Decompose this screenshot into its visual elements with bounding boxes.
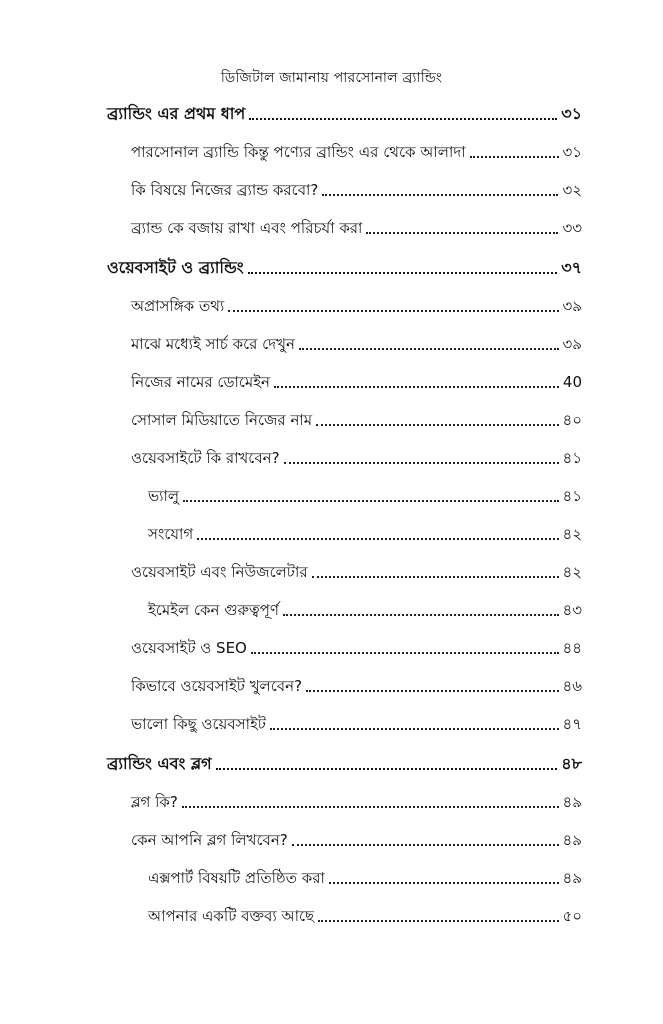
toc-entry-title: ওয়েবসাইট এবং নিউজলেটার xyxy=(131,563,308,581)
toc-page-number: ৪৩ xyxy=(562,601,582,619)
toc-entry-title: মাঝে মধ্যেই সার্চ করে দেখুন xyxy=(131,335,295,353)
dot-leader xyxy=(306,689,558,692)
toc-entry-title: ভালো কিছু ওয়েবসাইট xyxy=(131,715,266,733)
toc-entry-title: নিজের নামের ডোমেইন xyxy=(131,373,270,391)
toc-page-number: ৪৮ xyxy=(561,754,582,773)
toc-section-entry[interactable] xyxy=(131,558,582,582)
toc-entry-title: কি বিষয়ে নিজের ব্র্যান্ড করবো? xyxy=(131,181,319,199)
toc-entry-title: সংযোগ xyxy=(148,525,194,543)
toc-page-number: ৩৯ xyxy=(562,335,582,353)
toc-entry-title: কিভাবে ওয়েবসাইট খুলবেন? xyxy=(131,677,303,695)
toc-entry-title: পারসোনাল ব্র্যান্ডি কিন্তু পণ্যের ব্রান্ডিং এর থেকে আলাদা xyxy=(131,143,466,161)
toc-page-number: ৩১ xyxy=(562,143,582,161)
toc-entry-title: ওয়েবসাইটে কি রাখবেন? xyxy=(131,449,280,467)
toc-section-entry[interactable] xyxy=(131,406,582,430)
toc-page-number: ৩৩ xyxy=(562,219,582,237)
dot-leader xyxy=(274,385,559,388)
toc-page-number: ৪১ xyxy=(562,487,582,505)
toc-entry-title: ব্র্যান্ড কে বজায় রাখা এবং পরিচর্যা করা xyxy=(131,219,363,237)
running-head: ডিজিটাল জামানায় পারসোনাল ব্র্যান্ডিং xyxy=(220,70,443,86)
dot-leader xyxy=(470,155,559,158)
dot-leader xyxy=(248,271,558,274)
toc-entry-title: ব্র্যান্ডিং এবং ব্লগ xyxy=(107,754,212,773)
toc-entry-title: ওয়েবসাইট ও ব্র্যান্ডিং xyxy=(107,258,244,277)
toc-entry-title: ইমেইল কেন গুরুত্বপূর্ণ xyxy=(148,601,279,619)
toc-page-number: ৫০ xyxy=(562,907,582,925)
toc-page-number: ৪৪ xyxy=(562,639,582,657)
toc-entry-title: সোসাল মিডিয়াতে নিজের নাম xyxy=(131,411,313,429)
toc-page-number: ৪৯ xyxy=(562,793,582,811)
toc-page-number: ৪৭ xyxy=(562,715,582,733)
dot-leader xyxy=(249,117,557,120)
dot-leader xyxy=(329,881,559,884)
dot-leader xyxy=(228,309,558,312)
toc-entry-title: অপ্রাসঙ্গিক তথ্য xyxy=(131,297,225,315)
toc-section-entry[interactable] xyxy=(131,826,582,850)
toc-section-entry[interactable] xyxy=(131,444,582,468)
dot-leader xyxy=(216,767,558,770)
toc-page-number: ৩২ xyxy=(562,181,582,199)
toc-entry-title: ভ্যালু xyxy=(148,487,180,505)
toc-section-entry[interactable] xyxy=(131,634,582,658)
dot-leader xyxy=(284,461,559,464)
toc-entry-title: কেন আপনি ব্লগ লিখবেন? xyxy=(131,831,288,849)
dot-leader xyxy=(197,537,558,540)
dot-leader xyxy=(270,727,559,730)
dot-leader xyxy=(182,805,559,808)
toc-page-number: ৪২ xyxy=(562,525,582,543)
toc-section-entry[interactable] xyxy=(131,214,582,238)
dot-leader xyxy=(318,919,558,922)
toc-page-number: ৩১ xyxy=(561,104,582,123)
toc-entry-title: ওয়েবসাইট ও SEO xyxy=(131,639,247,657)
toc-page-number: ৪০ xyxy=(562,411,582,429)
dot-leader xyxy=(292,843,559,846)
toc-section-entry[interactable] xyxy=(131,292,582,316)
toc-chapter-entry[interactable] xyxy=(107,750,582,774)
toc-page-number: ৪৯ xyxy=(562,869,582,887)
toc-section-entry[interactable] xyxy=(131,672,582,696)
toc-page-number: ৪২ xyxy=(562,563,582,581)
dot-leader xyxy=(183,499,558,502)
dot-leader xyxy=(312,575,559,578)
toc-page-number: 40 xyxy=(562,373,582,391)
toc-page-number: ৩৯ xyxy=(562,297,582,315)
toc-subsection-entry[interactable] xyxy=(148,520,582,544)
toc-page-number: ৪৯ xyxy=(562,831,582,849)
toc-subsection-entry[interactable] xyxy=(148,902,582,926)
toc-entry-title: ব্লগ কি? xyxy=(131,793,178,811)
toc-section-entry[interactable] xyxy=(131,138,582,162)
dot-leader xyxy=(316,423,558,426)
toc-page-number: ৪৬ xyxy=(562,677,582,695)
toc-chapter-entry[interactable] xyxy=(107,254,582,278)
toc-entry-title: আপনার একটি বক্তব্য আছে xyxy=(148,907,315,925)
toc-subsection-entry[interactable] xyxy=(148,596,582,620)
toc-subsection-entry[interactable] xyxy=(148,864,582,888)
dot-leader xyxy=(366,231,558,234)
toc-subsection-entry[interactable] xyxy=(148,482,582,506)
toc-page-number: ৩৭ xyxy=(561,258,582,277)
toc-chapter-entry[interactable] xyxy=(107,100,582,124)
dot-leader xyxy=(283,613,559,616)
dot-leader xyxy=(299,347,559,350)
toc-section-entry[interactable] xyxy=(131,330,582,354)
toc-page-number: ৪১ xyxy=(562,449,582,467)
toc-entry-title: এক্সপার্ট বিষয়টি প্রতিষ্ঠিত করা xyxy=(148,869,325,887)
dot-leader xyxy=(251,651,559,654)
dot-leader xyxy=(322,193,558,196)
toc-section-entry[interactable] xyxy=(131,368,582,392)
toc-section-entry[interactable] xyxy=(131,710,582,734)
toc-section-entry[interactable] xyxy=(131,788,582,812)
toc-section-entry[interactable] xyxy=(131,176,582,200)
toc-entry-title: ব্র্যান্ডিং এর প্রথম ধাপ xyxy=(107,104,246,123)
